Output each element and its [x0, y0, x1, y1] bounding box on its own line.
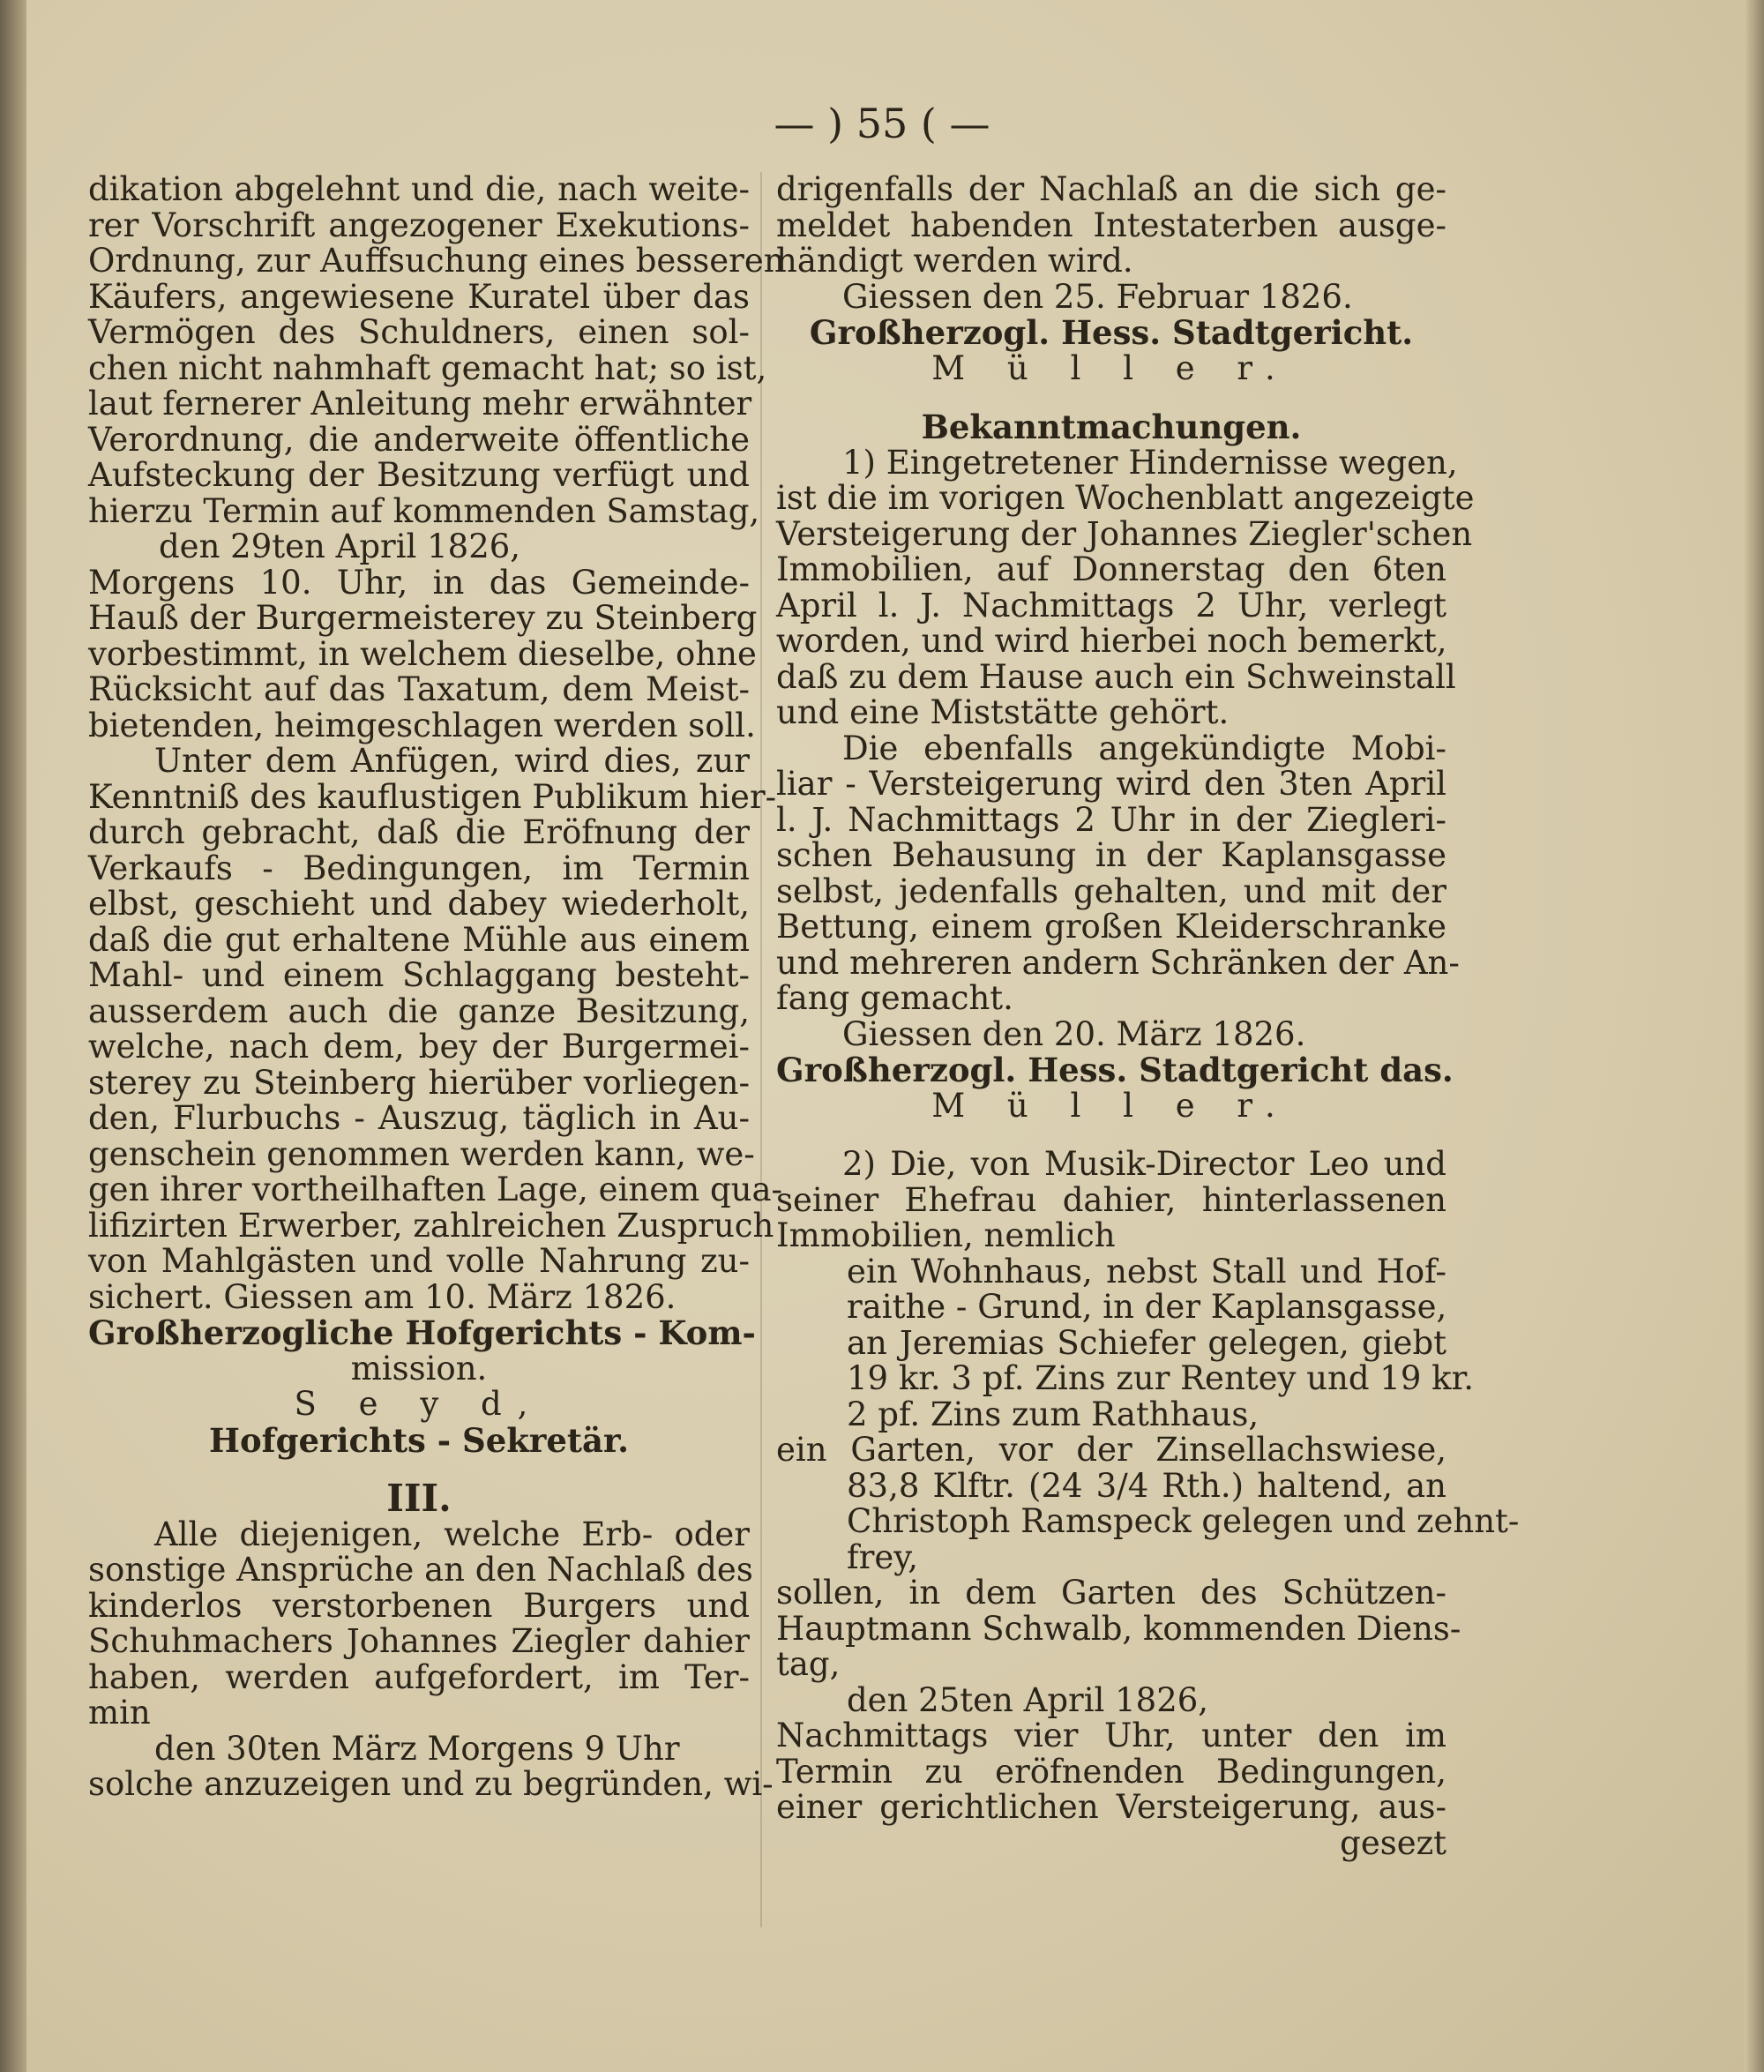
section-heading: Bekanntmachungen.	[921, 408, 1302, 446]
page-number-header: — ) 55 ( —	[774, 100, 990, 147]
signature-authority: mission.	[350, 1349, 488, 1388]
text-line: kinderlos verstorbenen Burgers und	[88, 1586, 750, 1625]
left-column	[88, 170, 785, 1803]
paragraph-start: Unter dem Anfügen, wird dies, zur	[154, 742, 750, 780]
text-line: Termin zu eröfnenden Bedingungen,	[776, 1752, 1446, 1791]
text-line: schen Behausung in der Kaplansgasse	[776, 836, 1446, 874]
text-line: Bettung, einem großen Kleiderschranke	[776, 908, 1446, 946]
text-line: von Mahlgästen und volle Nahrung zu-	[88, 1242, 750, 1280]
text-line: gen ihrer vortheilhaften Lage, einem qua-	[88, 1171, 783, 1208]
right-column	[776, 170, 1520, 1862]
text-line: Vermögen des Schuldners, einen sol-	[88, 313, 750, 351]
text-line: ist die im vorigen Wochenblatt angezeigte	[776, 479, 1475, 517]
text-line: einer gerichtlichen Versteigerung, aus-	[776, 1788, 1446, 1826]
date-line: Giessen den 25. Februar 1826.	[842, 277, 1353, 316]
spacer	[776, 1124, 1446, 1147]
text-line: Immobilien, auf Donnerstag den 6ten	[776, 550, 1446, 588]
signature-name: M ü l l e r.	[931, 1086, 1291, 1125]
text-line: sterey zu Steinberg hierüber vorliegen-	[88, 1063, 750, 1102]
list-item: Christoph Ramspeck gelegen und zehnt-	[847, 1502, 1520, 1540]
date-line: den 30ten März Morgens 9 Uhr	[154, 1729, 680, 1768]
signature-title: Hofgerichts - Sekretär.	[209, 1420, 629, 1460]
list-item: 19 kr. 3 pf. Zins zur Rentey und 19 kr.	[847, 1359, 1474, 1397]
text-line: worden, und wird hierbei noch bemerkt,	[776, 622, 1447, 660]
list-item: ein Garten, vor der Zinsellachswiese,	[776, 1431, 1446, 1469]
text-line: genschein genommen werden kann, we-	[88, 1134, 755, 1173]
text-line: Käufers, angewiesene Kuratel über das	[88, 277, 750, 316]
signature-authority: Großherzogl. Hess. Stadtgericht das.	[776, 1051, 1454, 1089]
text-line: Verordnung, die anderweite öffentliche	[88, 420, 750, 459]
book-spine-shadow	[0, 0, 26, 2072]
text-line: Versteigerung der Johannes Ziegler'schen	[776, 514, 1473, 553]
signature-name: S e y d,	[294, 1385, 544, 1423]
text-line: Ordnung, zur Auffsuchung eines besseren	[88, 242, 785, 280]
list-item: raithe - Grund, in der Kaplansgasse,	[847, 1288, 1447, 1326]
text-line: durch gebracht, daß die Eröfnung der	[88, 813, 750, 851]
text-line: Nachmittags vier Uhr, unter den im	[776, 1717, 1446, 1754]
text-line: vorbestimmt, in welchem dieselbe, ohne	[88, 634, 757, 673]
text-line: welche, nach dem, bey der Burgermei-	[88, 1028, 750, 1066]
text-line: Rücksicht auf das Taxatum, dem Meist-	[88, 670, 750, 708]
date-line: den 29ten April 1826,	[159, 527, 521, 565]
list-item: ein Wohnhaus, nebst Stall und Hof-	[847, 1252, 1446, 1290]
text-line: Aufsteckung der Besitzung verfügt und	[88, 456, 750, 494]
text-line: Schuhmachers Johannes Ziegler dahier	[88, 1622, 750, 1660]
text-line: elbst, geschieht und dabey wiederholt,	[88, 885, 750, 923]
paragraph-start: 1) Eingetretener Hindernisse wegen,	[842, 443, 1458, 482]
text-line: daß zu dem Hause auch ein Schweinstall	[776, 657, 1456, 696]
text-line: April l. J. Nachmittags 2 Uhr, verlegt	[776, 586, 1446, 625]
section-heading: III.	[386, 1477, 452, 1520]
text-line: dikation abgelehnt und die, nach weite-	[88, 170, 750, 208]
text-line: laut fernerer Anleitung mehr erwähnter	[88, 385, 752, 423]
text-line: sonstige Ansprüche an den Nachlaß des	[88, 1551, 753, 1589]
signature-name: M ü l l e r.	[931, 348, 1291, 387]
paragraph-start: 2) Die, von Musik-Director Leo und	[842, 1145, 1446, 1183]
text-line: Verkaufs - Bedingungen, im Termin	[88, 849, 750, 887]
page-edge	[1745, 0, 1764, 2072]
list-item: 83,8 Klftr. (24 3/4 Rth.) haltend, an	[847, 1466, 1446, 1505]
text-line: Hauptmann Schwalb, kommenden Diens-	[776, 1609, 1461, 1648]
text-line: Morgens 10. Uhr, in das Gemeinde-	[88, 563, 750, 602]
text-line: liar - Versteigerung wird den 3ten April	[776, 765, 1446, 803]
text-line: drigenfalls der Nachlaß an die sich ge-	[776, 170, 1446, 208]
column-divider	[760, 172, 762, 1927]
text-line: bietenden, heimgeschlagen werden soll.	[88, 706, 756, 744]
text-line: ausserdem auch die ganze Besitzung,	[88, 991, 750, 1030]
text-line: tag,	[776, 1645, 841, 1683]
text-line: rer Vorschrift angezogener Exekutions-	[88, 206, 750, 244]
signature-authority: Großherzogl. Hess. Stadtgericht.	[809, 313, 1414, 352]
list-item: an Jeremias Schiefer gelegen, giebt	[847, 1323, 1446, 1362]
paragraph-start: Die ebenfalls angekündigte Mobi-	[842, 729, 1446, 767]
text-line: seiner Ehefrau dahier, hinterlassenen	[776, 1180, 1446, 1219]
text-line: lifizirten Erwerber, zahlreichen Zuspruch	[88, 1206, 774, 1245]
date-line: Giessen den 20. März 1826.	[842, 1014, 1306, 1053]
text-line: Hauß der Burgermeisterey zu Steinberg	[88, 599, 758, 637]
list-item: frey,	[847, 1537, 919, 1576]
text-line: meldet habenden Intestaterben ausge-	[776, 206, 1446, 244]
spacer	[776, 386, 1446, 409]
text-line: solche anzuzeigen und zu begründen, wi-	[88, 1765, 774, 1803]
text-line: selbst, jedenfalls gehalten, und mit der	[776, 871, 1446, 910]
text-line: händigt werden wird.	[776, 242, 1133, 280]
text-line: sollen, in dem Garten des Schützen-	[776, 1574, 1446, 1612]
text-line: daß die gut erhaltene Mühle aus einem	[88, 920, 750, 959]
text-line: den, Flurbuchs - Auszug, täglich in Au-	[88, 1099, 750, 1137]
text-line: chen nicht nahmhaft gemacht hat; so ist,	[88, 348, 767, 387]
text-line: min	[88, 1694, 151, 1732]
signature-authority: Großherzogliche Hofgerichts - Kom-	[88, 1313, 756, 1352]
date-line: den 25ten April 1826,	[847, 1680, 1209, 1719]
text-line: haben, werden aufgefordert, im Ter-	[88, 1657, 750, 1696]
text-line: l. J. Nachmittags 2 Uhr in der Ziegleri-	[776, 800, 1446, 839]
text-line: fang gemacht.	[776, 979, 1013, 1017]
text-line: Kenntniß des kauflustigen Publikum hier-	[88, 777, 777, 816]
text-line: und eine Miststätte gehört.	[776, 693, 1230, 731]
paragraph-start: Alle diejenigen, welche Erb- oder	[154, 1515, 750, 1553]
text-line: und mehreren andern Schränken der An-	[776, 943, 1460, 982]
text-line: sichert. Giessen am 10. März 1826.	[88, 1277, 676, 1316]
text-line: Immobilien, nemlich	[776, 1216, 1116, 1254]
text-line: Mahl- und einem Schlaggang besteht-	[88, 956, 750, 994]
list-item: 2 pf. Zins zum Rathhaus,	[847, 1395, 1259, 1433]
catchword: gesezt	[1340, 1823, 1446, 1862]
text-line: hierzu Termin auf kommenden Samstag,	[88, 491, 760, 530]
